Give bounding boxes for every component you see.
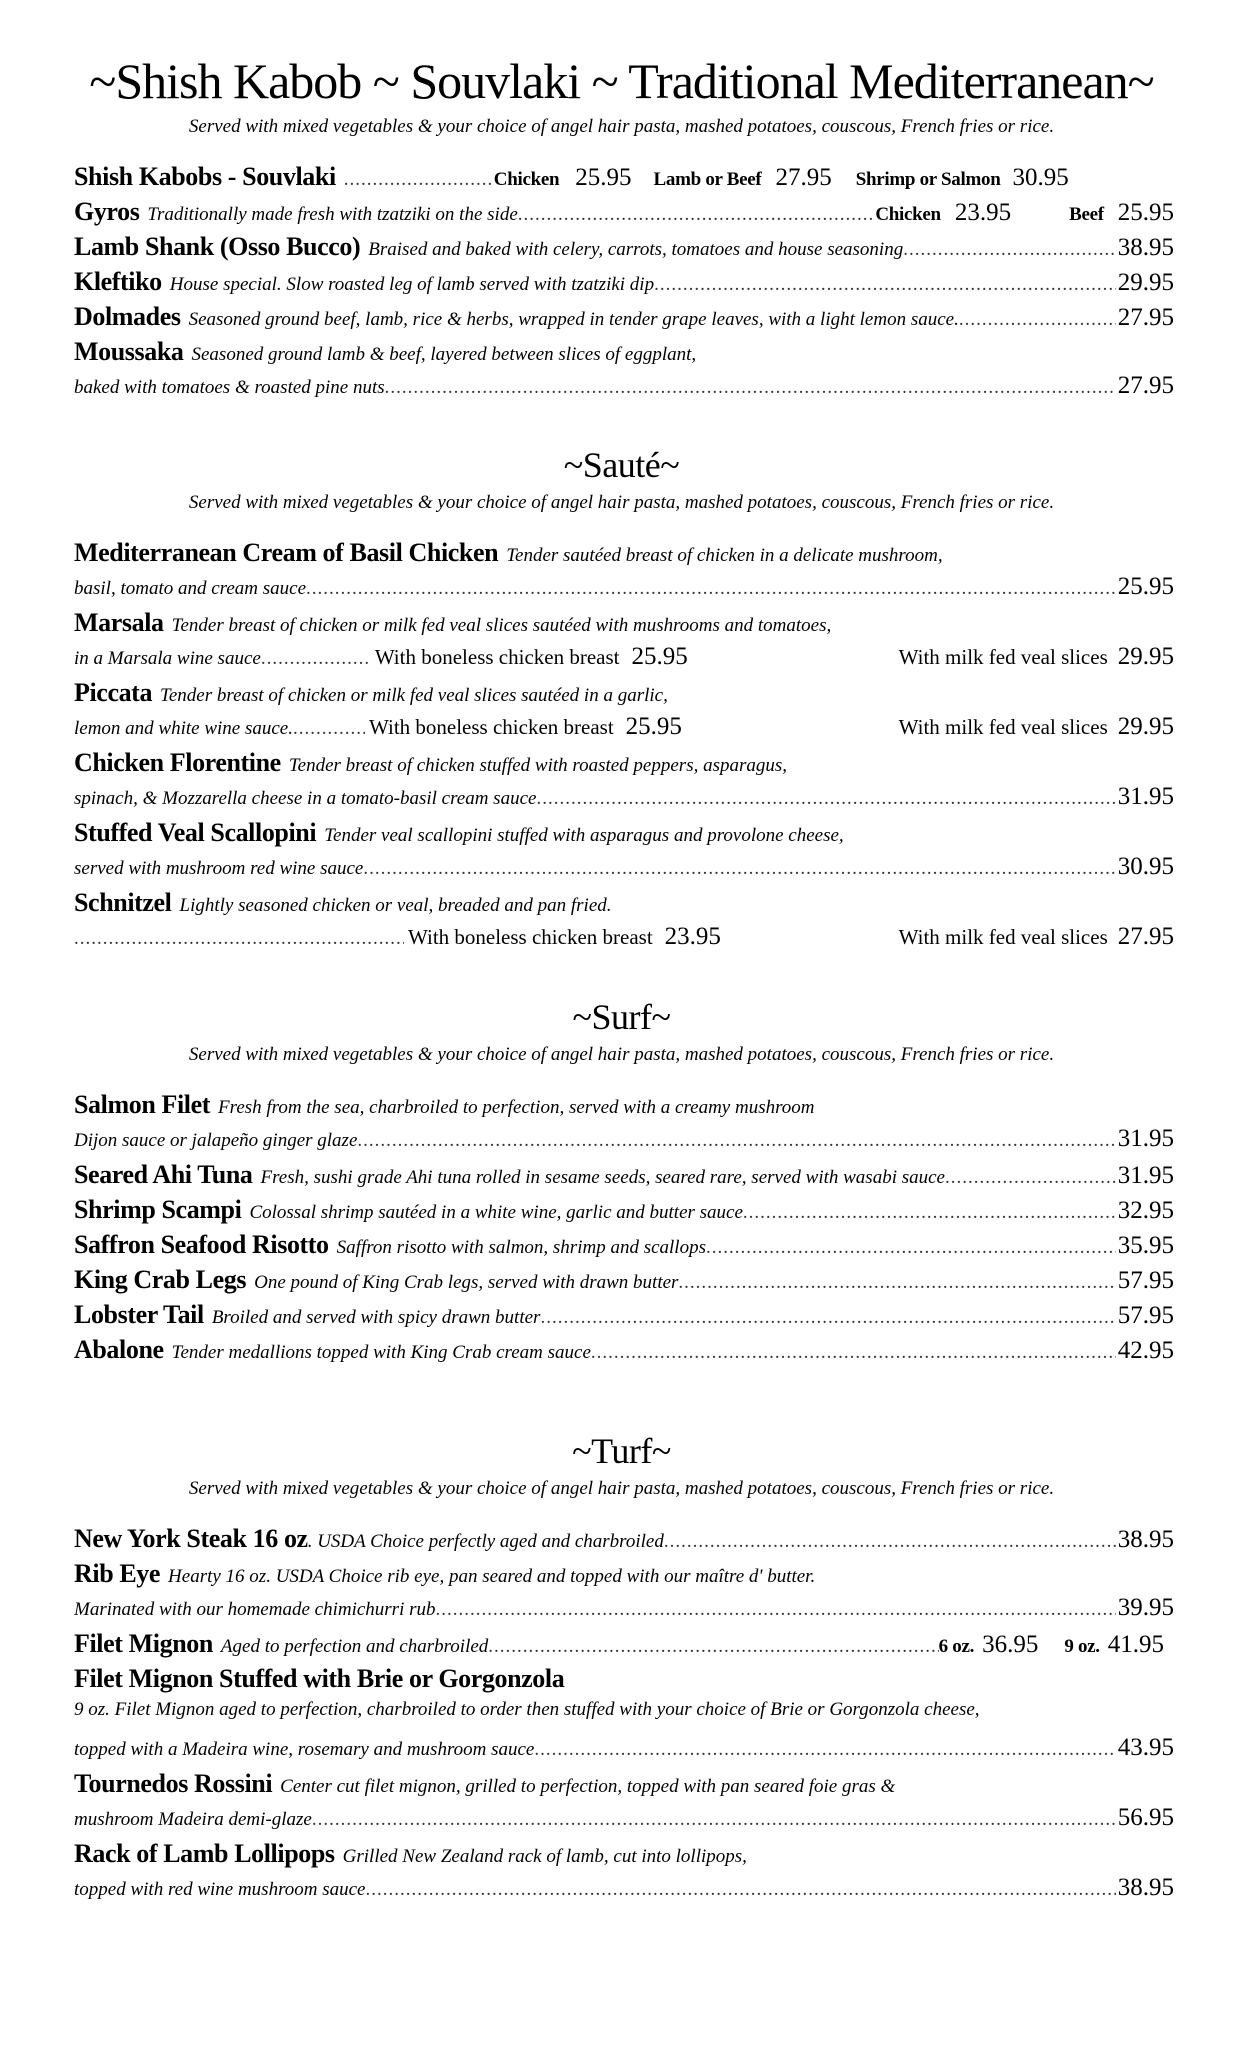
item-price: 25.95 [1117,573,1174,600]
option-label: With milk fed veal slices [898,925,1108,949]
item-description: topped with red wine mushroom sauce [74,1879,366,1900]
item-description: Tender breast of chicken or milk fed veal slices sautéed in a garlic, [160,685,668,706]
item-price: 36.95 [982,1631,1039,1658]
item-description: lemon and white wine sauce. [74,718,293,739]
dot-leader [664,1531,1116,1553]
item-name: Kleftiko [74,267,162,296]
dot-leader [518,204,876,226]
menu-item-salmon-filet [74,1090,1174,1124]
item-name: Stuffed Veal Scallopini [74,818,317,847]
dot-leader [654,274,1116,296]
item-price: 29.95 [1117,643,1174,670]
menu-item-dolmades [74,302,1174,336]
item-price: 38.95 [1117,1526,1174,1553]
dot-leader [903,239,1116,261]
menu-item-stuffed-filet-cont [74,1734,1174,1768]
menu-item-gyros [74,197,1174,231]
option-label: With milk fed veal slices [898,645,1108,669]
menu-item-piccata [74,678,1174,712]
item-price: 31.95 [1117,783,1174,810]
item-description: Broiled and served with spicy drawn butter [211,1307,541,1328]
dot-leader [293,718,365,740]
item-description: spinach, & Mozzarella cheese in a tomato-basil cream sauce [74,788,537,809]
item-description: Colossal shrimp sautéed in a white wine, garlic and butter sauce [249,1202,743,1223]
item-price: 25.95 [625,713,682,740]
dot-leader [536,788,1115,810]
option-label: Lamb or Beef [653,169,762,190]
menu-item-salmon-filet-cont [74,1125,1174,1159]
item-price: 38.95 [1117,234,1174,261]
menu-item-shish-kabobs [74,162,1174,196]
menu-item-veal-scallopini [74,818,1174,852]
dot-leader [540,1307,1115,1329]
item-description: Saffron risotto with salmon, shrimp and scallops [336,1237,706,1258]
option-label: 9 oz. [1064,1636,1100,1657]
item-name: Dolmades [74,302,181,331]
dot-leader [306,578,1116,600]
menu-item-lobster-tail [74,1300,1174,1334]
item-description: Tender breast of chicken stuffed with roasted peppers, asparagus, [288,755,788,776]
item-description: 9 oz. Filet Mignon aged to perfection, charbroiled to order then stuffed with your choice of Brie or Gorgonzola cheese, [74,1699,980,1720]
item-price: 30.95 [1012,164,1069,191]
item-description: Fresh from the sea, charbroiled to perfection, served with a creamy mushroom [218,1097,815,1118]
option-label: Shrimp or Salmon [855,169,1001,190]
item-name: Chicken Florentine [74,748,281,777]
menu-item-filet-mignon [74,1629,1174,1663]
item-price: 56.95 [1117,1804,1174,1831]
item-name: Tournedos Rossini [74,1769,273,1798]
item-description: Dijon sauce or jalapeño ginger glaze [74,1130,358,1151]
item-price: 31.95 [1117,1125,1174,1152]
item-price: 57.95 [1117,1267,1174,1294]
item-name: Moussaka [74,337,184,366]
item-price: 27.95 [1117,372,1174,399]
menu-item-king-crab [74,1265,1174,1299]
item-name: Schnitzel [74,888,172,917]
item-description: Tender medallions topped with King Crab cream sauce [171,1342,591,1363]
item-price: 57.95 [1117,1302,1174,1329]
menu-item-cream-of-basil-cont [74,573,1174,607]
item-description: Seasoned ground beef, lamb, rice & herbs, wrapped in tender grape leaves, with a light lemon sauce. [188,309,959,330]
item-description: basil, tomato and cream sauce [74,578,307,599]
menu-item-marsala [74,608,1174,642]
item-name: King Crab Legs [74,1265,247,1294]
item-description: Marinated with our homemade chimichurri rub [74,1599,436,1620]
dot-leader [534,1739,1115,1761]
item-price: 31.95 [1117,1162,1174,1189]
section-title-saute: ~Sauté~ [563,445,680,485]
dot-leader [945,1167,1116,1189]
item-price: 29.95 [1117,713,1174,740]
option-label: 6 oz. [938,1636,975,1657]
menu-item-kleftiko [74,267,1174,301]
item-price: 35.95 [1117,1232,1174,1259]
item-price: 39.95 [1117,1594,1174,1621]
menu-item-moussaka-cont [74,372,1174,406]
item-price: 23.95 [954,199,1012,226]
item-description: served with mushroom red wine sauce [74,858,364,879]
item-name: Saffron Seafood Risotto [74,1230,329,1259]
menu-item-ahi-tuna [74,1160,1174,1194]
item-description: Aged to perfection and charbroiled [220,1636,489,1657]
item-description: in a Marsala wine sauce [74,648,261,669]
item-description: Seasoned ground lamb & beef, layered between slices of eggplant, [191,344,697,365]
menu-item-schnitzel [74,888,1174,922]
section-title-surf: ~Surf~ [572,997,671,1037]
section-title-turf: ~Turf~ [572,1431,671,1471]
menu-item-rib-eye-cont [74,1594,1174,1628]
item-description: One pound of King Crab legs, served with drawn butter [254,1272,679,1293]
item-name: Abalone [74,1335,164,1364]
dot-leader [261,648,371,670]
item-price: 27.95 [1117,304,1174,331]
dot-leader [74,928,404,950]
option-label: With milk fed veal slices [898,715,1108,739]
item-name: Lamb Shank (Osso Bucco) [74,232,361,261]
menu-item-rack-of-lamb [74,1839,1174,1873]
item-description: Tender sautéed breast of chicken in a delicate mushroom, [506,545,943,566]
menu-item-cream-of-basil [74,538,1174,572]
item-price: 32.95 [1117,1197,1174,1224]
item-price: 43.95 [1117,1734,1174,1761]
item-description: Braised and baked with celery, carrots, tomatoes and house seasoning [368,239,904,260]
item-description: Tender veal scallopini stuffed with asparagus and provolone cheese, [324,825,844,846]
dot-leader [366,1879,1116,1901]
dot-leader [344,169,494,191]
item-description: Tender breast of chicken or milk fed veal slices sautéed with mushrooms and tomatoes, [171,615,832,636]
menu-item-moussaka [74,337,1174,371]
item-price: 41.95 [1107,1631,1164,1658]
item-name: Shish Kabobs - Souvlaki [74,162,336,191]
menu-item-florentine-cont [74,783,1174,817]
item-description: Lightly seasoned chicken or veal, breaded and pan fried. [179,895,612,916]
section-subtitle-turf: Served with mixed vegetables & your choice of angel hair pasta, mashed potatoes, couscous, French fries or rice. [188,1478,1055,1499]
menu-item-rack-of-lamb-cont [74,1874,1174,1908]
item-description: baked with tomatoes & roasted pine nuts [74,377,385,398]
option-label: With boneless chicken breast [369,715,614,739]
menu-item-stuffed-filet [74,1664,1174,1698]
item-description: topped with a Madeira wine, rosemary and mushroom sauce [74,1739,535,1760]
menu-item-shrimp-scampi [74,1195,1174,1229]
item-price: 42.95 [1117,1337,1174,1364]
dot-leader [436,1599,1116,1621]
dot-leader [312,1809,1116,1831]
menu-item-rib-eye [74,1559,1174,1593]
item-description: . USDA Choice perfectly aged and charbroiled [307,1531,664,1552]
item-name: Shrimp Scampi [74,1195,242,1224]
menu-item-tournedos-rossini [74,1769,1174,1803]
option-label: Chicken [875,204,941,225]
option-label: With boneless chicken breast [374,645,620,669]
item-price: 27.95 [775,164,832,191]
item-description: House special. Slow roasted leg of lamb served with tzatziki dip [169,274,655,295]
dot-leader [357,1130,1115,1152]
menu-item-marsala-cont [74,643,1174,677]
menu-item-new-york-steak [74,1524,1174,1558]
section-subtitle-kabob: Served with mixed vegetables & your choice of angel hair pasta, mashed potatoes, couscous, French fries or rice. [188,116,1055,137]
item-price: 25.95 [575,164,632,191]
dot-leader [488,1636,938,1658]
item-name: Filet Mignon Stuffed with Brie or Gorgonzola [74,1664,565,1693]
item-name: Seared Ahi Tuna [74,1160,253,1189]
option-label: Chicken [493,169,560,190]
dot-leader [385,377,1116,399]
item-price: 25.95 [631,643,688,670]
item-price: 38.95 [1117,1874,1174,1901]
section-subtitle-surf: Served with mixed vegetables & your choice of angel hair pasta, mashed potatoes, couscous, French fries or rice. [188,1044,1055,1065]
item-price: 30.95 [1117,853,1174,880]
item-description: Grilled New Zealand rack of lamb, cut into lollipops, [342,1846,747,1867]
dot-leader [363,858,1115,880]
item-name: Marsala [74,608,164,637]
item-name: Salmon Filet [74,1090,211,1119]
menu-item-lamb-shank [74,232,1174,266]
item-name: Rib Eye [74,1559,161,1588]
item-price: 27.95 [1117,923,1174,950]
section-subtitle-saute: Served with mixed vegetables & your choice of angel hair pasta, mashed potatoes, couscous, French fries or rice. [188,492,1055,513]
menu-item-schnitzel-cont [74,923,1174,957]
item-name: Rack of Lamb Lollipops [74,1839,335,1868]
item-description: Traditionally made fresh with tzatziki on the side [147,204,518,225]
item-name: Gyros [74,197,140,226]
option-label: With boneless chicken breast [408,925,653,949]
item-description: Center cut filet mignon, grilled to perfection, topped with pan seared foie gras & [280,1776,896,1797]
item-price: 25.95 [1117,199,1174,226]
menu-item-tournedos-rossini-cont [74,1804,1174,1838]
item-name: New York Steak 16 oz [74,1524,308,1553]
menu-item-stuffed-filet-desc [74,1699,1174,1733]
item-name: Filet Mignon [74,1629,213,1658]
dot-leader [959,309,1116,331]
item-description: Hearty 16 oz. USDA Choice rib eye, pan seared and topped with our maître d' butter. [168,1566,816,1587]
option-label: Beef [1069,204,1104,225]
menu-item-abalone [74,1335,1174,1369]
item-price: 23.95 [664,923,721,950]
item-name: Piccata [74,678,153,707]
item-price: 29.95 [1117,269,1174,296]
item-name: Mediterranean Cream of Basil Chicken [74,538,499,567]
item-description: Fresh, sushi grade Ahi tuna rolled in sesame seeds, seared rare, served with wasabi sauce [260,1167,945,1188]
dot-leader [678,1272,1115,1294]
dot-leader [743,1202,1116,1224]
item-description: mushroom Madeira demi-glaze [74,1809,312,1830]
menu-item-seafood-risotto [74,1230,1174,1264]
menu-item-veal-scallopini-cont [74,853,1174,887]
dot-leader [706,1237,1116,1259]
dot-leader [591,1342,1116,1364]
item-name: Lobster Tail [74,1300,204,1329]
menu-item-piccata-cont [74,713,1174,747]
menu-item-florentine [74,748,1174,782]
section-title-kabob: ~Shish Kabob ~ Souvlaki ~ Traditional Mediterranean~ [89,53,1154,109]
